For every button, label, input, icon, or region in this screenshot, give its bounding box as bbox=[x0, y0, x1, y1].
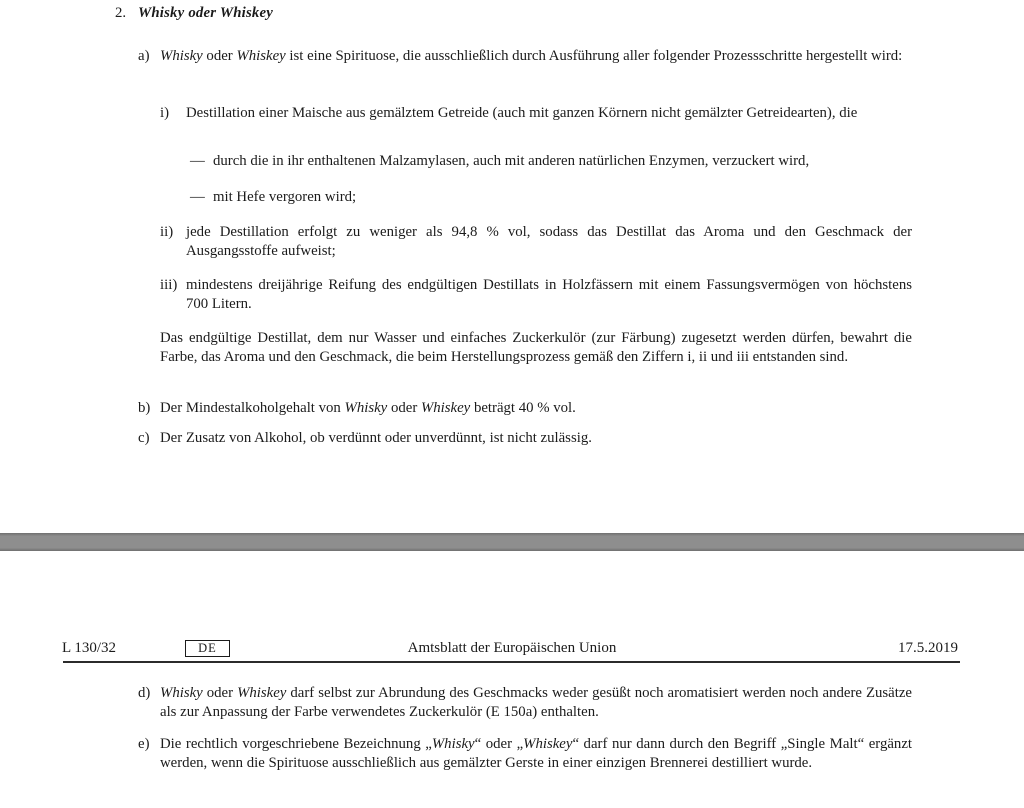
list-item-d bbox=[138, 684, 912, 721]
header-date: 17.5.2019 bbox=[898, 640, 958, 656]
indent-dash-1 bbox=[190, 152, 912, 171]
indent-dash-2 bbox=[190, 188, 912, 207]
item-text: Der Zusatz von Alkohol, ob verdünnt oder unverdünnt, ist nicht zulässig. bbox=[160, 430, 592, 446]
sub-item-iii bbox=[160, 276, 912, 313]
item-label: i) bbox=[160, 105, 170, 121]
item-text: Whisky oder Whiskey ist eine Spirituose, die ausschließlich durch Ausführung aller folgender Prozessschritte hergestellt wird: bbox=[160, 48, 903, 64]
item-label: c) bbox=[138, 430, 150, 446]
item-label: ii) bbox=[160, 224, 174, 240]
list-item-c bbox=[138, 429, 912, 448]
item-text: Whisky oder Whiskey darf selbst zur Abrundung des Geschmacks weder gesüßt noch aromatisiert werden noch andere Zusätze als zur Anpassung der Farbe verwendetes Zuckerkulör (E 150a) enthalten. bbox=[160, 685, 912, 720]
item-text: durch die in ihr enthaltenen Malzamylasen, auch mit anderen natürlichen Enzymen, verzuckert wird, bbox=[213, 153, 810, 169]
item-2-heading bbox=[115, 4, 912, 23]
header-rule bbox=[63, 661, 960, 663]
list-item-a bbox=[138, 47, 912, 66]
language-code-box: DE bbox=[185, 640, 230, 657]
item-text: Destillation einer Maische aus gemälztem Getreide (auch mit ganzen Körnern nicht gemälzter Getreidearten), die bbox=[186, 105, 858, 121]
list-item-e bbox=[138, 735, 912, 772]
item-text: Die rechtlich vorgeschriebene Bezeichnung „Whisky“ oder „Whiskey“ darf nur dann durch den Begriff „Single Malt“ ergänzt werden, wenn die Spirituose ausschließlich aus gemälzter Gerste in einer einzigen Brennerei destilliert wurde. bbox=[160, 736, 913, 771]
item-text: mit Hefe vergoren wird; bbox=[213, 189, 357, 205]
list-item-b bbox=[138, 399, 912, 418]
page-separator-bar bbox=[0, 533, 1024, 551]
item-label: a) bbox=[138, 48, 150, 64]
closing-paragraph bbox=[138, 329, 912, 366]
item-label: d) bbox=[138, 685, 151, 701]
page-header bbox=[0, 639, 1024, 665]
item-text: Der Mindestalkoholgehalt von Whisky oder Whiskey beträgt 40 % vol. bbox=[160, 400, 576, 416]
item-text: jede Destillation erfolgt zu weniger als 94,8 % vol, sodass das Destillat das Aroma und den Geschmack der Ausgangsstoffe aufweist; bbox=[186, 224, 912, 259]
item-label: iii) bbox=[160, 277, 178, 293]
page-number: L 130/32 bbox=[62, 640, 117, 656]
sub-item-ii bbox=[160, 223, 912, 260]
journal-title: Amtsblatt der Europäischen Union bbox=[407, 640, 617, 656]
dash-marker: — bbox=[190, 189, 205, 205]
paragraph-text: Das endgültige Destillat, dem nur Wasser und einfaches Zuckerkulör (zur Färbung) zugesetzt werden dürfen, bewahrt die Farbe, das Aroma und den Geschmack, die beim Herstellungsprozess gemäß den Ziffern i, ii und iii entstanden sind. bbox=[160, 330, 912, 365]
item-text: mindestens dreijährige Reifung des endgültigen Destillats in Holzfässern mit einem Fassungsvermögen von höchstens 700 Litern. bbox=[186, 277, 912, 312]
dash-marker: — bbox=[190, 153, 205, 169]
item-title: Whisky oder Whiskey bbox=[138, 5, 274, 21]
item-number: 2. bbox=[115, 5, 127, 21]
item-label-spacer bbox=[138, 329, 160, 366]
item-label: b) bbox=[138, 400, 151, 416]
item-label: e) bbox=[138, 736, 150, 752]
sub-item-i bbox=[160, 104, 912, 123]
